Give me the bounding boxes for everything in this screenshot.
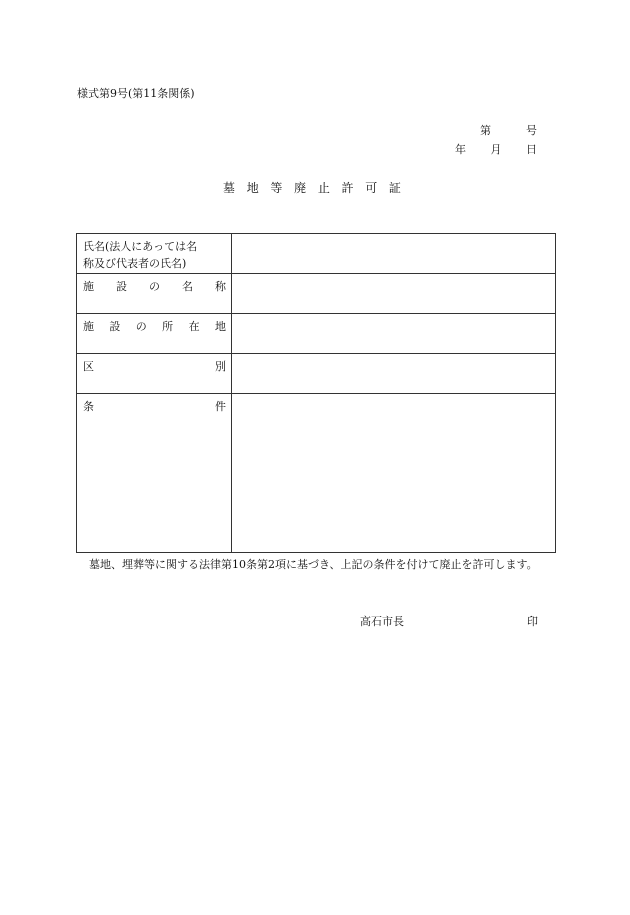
title-char: 等: [270, 181, 283, 195]
title-char: 廃: [294, 181, 307, 195]
label-char: 在: [188, 320, 200, 333]
label-facility-name: [77, 274, 232, 314]
date-month: 月: [490, 143, 502, 156]
permit-statement: 墓地、埋葬等に関する法律第10条第2項に基づき、上記の条件を付けて廃止を許可します。: [89, 558, 538, 571]
date-line: [455, 141, 537, 157]
label-char: 条: [83, 400, 94, 413]
label-char: の: [135, 320, 147, 333]
number-suffix: 号: [526, 124, 537, 137]
title-char: 許: [341, 181, 354, 195]
row-facility-name: [77, 274, 556, 314]
title-char: 可: [365, 181, 378, 195]
issuer-title: 高石市長: [360, 615, 404, 628]
title-char: 墓: [223, 181, 236, 195]
label-char: 所: [162, 320, 174, 333]
label-char: 件: [215, 400, 226, 413]
form-number: 様式第9号(第11条関係): [77, 87, 195, 100]
field-facility-name[interactable]: [232, 274, 556, 314]
label-char: 施: [83, 320, 94, 333]
label-char: 設: [109, 320, 121, 333]
label-conditions: [77, 394, 232, 553]
field-facility-location[interactable]: [232, 314, 556, 354]
label-facility-location: [77, 314, 232, 354]
row-facility-location: [77, 314, 556, 354]
label-char: 設: [116, 280, 127, 293]
row-applicant-name: [77, 234, 556, 274]
title-char: 止: [317, 181, 330, 195]
row-conditions: [77, 394, 556, 553]
row-classification: [77, 354, 556, 394]
label-classification: [77, 354, 232, 394]
seal-mark: 印: [527, 615, 538, 628]
title-char: 証: [388, 181, 401, 195]
field-classification[interactable]: [232, 354, 556, 394]
label-line: 氏名(法人にあっては名: [83, 240, 198, 253]
title-char: 地: [246, 181, 259, 195]
document-number-line: [480, 122, 537, 138]
label-applicant-name: [77, 234, 232, 274]
document-title: [223, 179, 401, 196]
permit-form-table: [76, 233, 556, 553]
field-conditions[interactable]: [232, 394, 556, 553]
label-char: 別: [215, 360, 226, 373]
date-year: 年: [455, 143, 466, 156]
label-char: 名: [182, 280, 193, 293]
date-day: 日: [526, 143, 537, 156]
label-line: 称及び代表者の氏名): [83, 257, 187, 270]
label-char: 施: [83, 280, 94, 293]
number-prefix: 第: [480, 124, 491, 137]
label-char: の: [149, 280, 160, 293]
label-char: 地: [214, 320, 226, 333]
label-char: 区: [83, 360, 94, 373]
field-applicant-name[interactable]: [232, 234, 556, 274]
label-char: 称: [215, 280, 226, 293]
